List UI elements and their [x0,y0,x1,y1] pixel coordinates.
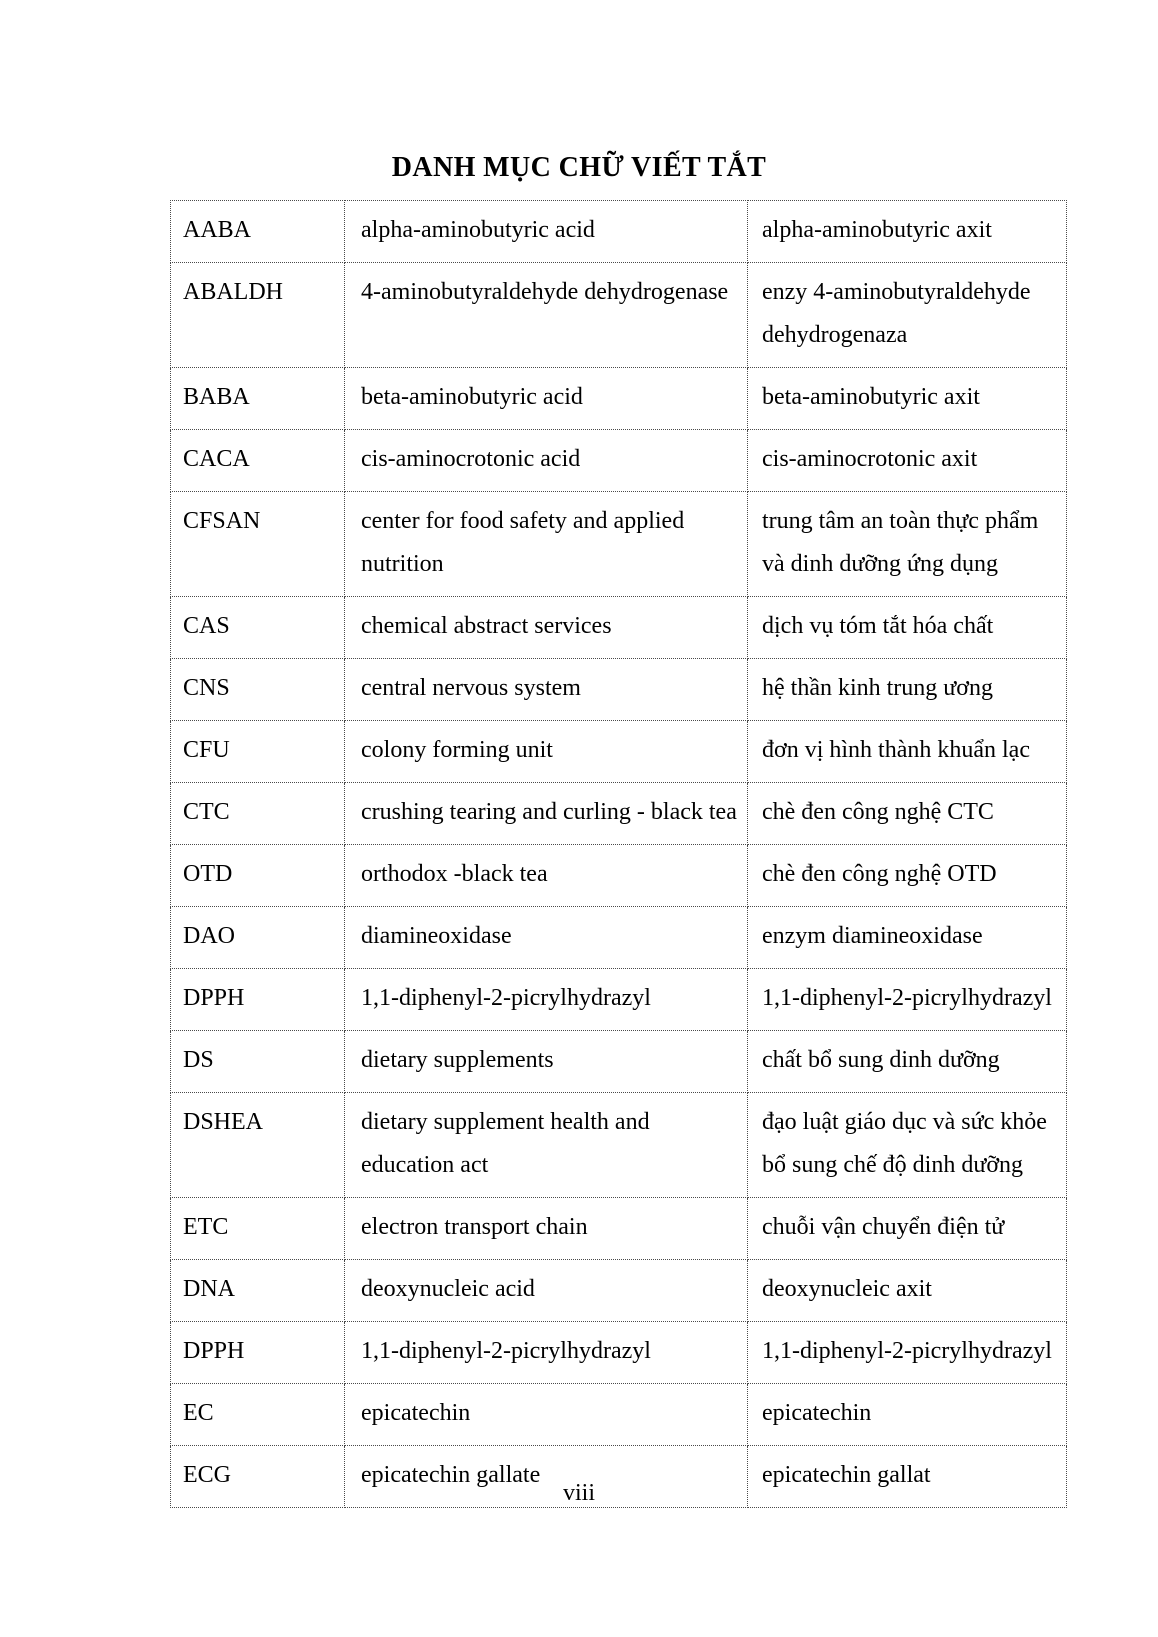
cell-english: center for food safety and applied nutrition [345,492,748,597]
cell-vietnamese: epicatechin gallat [748,1446,1067,1508]
cell-english: beta-aminobutyric acid [345,368,748,430]
cell-vietnamese: đạo luật giáo dục và sức khỏe bổ sung chế độ dinh dưỡng [748,1093,1067,1198]
table-row [171,368,1067,430]
table-row [171,1384,1067,1446]
cell-english: dietary supplements [345,1031,748,1093]
cell-abbreviation: CNS [171,659,345,721]
cell-abbreviation: CTC [171,783,345,845]
cell-abbreviation: ETC [171,1198,345,1260]
cell-abbreviation: CACA [171,430,345,492]
cell-english: colony forming unit [345,721,748,783]
cell-abbreviation: OTD [171,845,345,907]
cell-vietnamese: đơn vị hình thành khuẩn lạc [748,721,1067,783]
cell-vietnamese: chè đen công nghệ OTD [748,845,1067,907]
cell-abbreviation: DPPH [171,969,345,1031]
cell-abbreviation: DAO [171,907,345,969]
cell-vietnamese: enzy 4-aminobutyraldehyde dehydrogenaza [748,263,1067,368]
cell-english: alpha-aminobutyric acid [345,201,748,263]
cell-english: 1,1-diphenyl-2-picrylhydrazyl [345,969,748,1031]
cell-abbreviation: DSHEA [171,1093,345,1198]
cell-english: deoxynucleic acid [345,1260,748,1322]
table-row [171,907,1067,969]
cell-vietnamese: enzym diamineoxidase [748,907,1067,969]
table-row [171,1198,1067,1260]
cell-abbreviation: DNA [171,1260,345,1322]
cell-vietnamese: trung tâm an toàn thực phẩm và dinh dưỡng ứng dụng [748,492,1067,597]
cell-english: cis-aminocrotonic acid [345,430,748,492]
cell-abbreviation: CAS [171,597,345,659]
cell-english: 1,1-diphenyl-2-picrylhydrazyl [345,1322,748,1384]
cell-vietnamese: epicatechin [748,1384,1067,1446]
table-row [171,783,1067,845]
cell-vietnamese: chè đen công nghệ CTC [748,783,1067,845]
cell-english: orthodox -black tea [345,845,748,907]
cell-abbreviation: ABALDH [171,263,345,368]
cell-english: 4-aminobutyraldehyde dehydrogenase [345,263,748,368]
cell-abbreviation: BABA [171,368,345,430]
cell-abbreviation: CFSAN [171,492,345,597]
table-row [171,969,1067,1031]
table-row [171,1260,1067,1322]
cell-abbreviation: AABA [171,201,345,263]
table-row [171,1322,1067,1384]
table-row [171,430,1067,492]
cell-vietnamese: dịch vụ tóm tắt hóa chất [748,597,1067,659]
cell-abbreviation: CFU [171,721,345,783]
table-row [171,492,1067,597]
table-row [171,201,1067,263]
cell-english: epicatechin [345,1384,748,1446]
cell-abbreviation: DS [171,1031,345,1093]
cell-english: dietary supplement health and education act [345,1093,748,1198]
table-row [171,597,1067,659]
table-row [171,1093,1067,1198]
cell-vietnamese: chất bổ sung dinh dưỡng [748,1031,1067,1093]
cell-vietnamese: 1,1-diphenyl-2-picrylhydrazyl [748,969,1067,1031]
cell-english: diamineoxidase [345,907,748,969]
cell-abbreviation: EC [171,1384,345,1446]
cell-vietnamese: 1,1-diphenyl-2-picrylhydrazyl [748,1322,1067,1384]
page-number: viii [562,1480,595,1506]
cell-english: chemical abstract services [345,597,748,659]
abbreviations-table-body [171,201,1067,1508]
cell-vietnamese: beta-aminobutyric axit [748,368,1067,430]
table-row [171,845,1067,907]
cell-vietnamese: chuỗi vận chuyển điện tử [748,1198,1067,1260]
cell-abbreviation: ECG [171,1446,345,1508]
cell-vietnamese: hệ thần kinh trung ương [748,659,1067,721]
page-title: DANH MỤC CHỮ VIẾT TẮT [391,152,767,183]
table-row [171,721,1067,783]
cell-vietnamese: deoxynucleic axit [748,1260,1067,1322]
table-row [171,263,1067,368]
cell-vietnamese: alpha-aminobutyric axit [748,201,1067,263]
table-row [171,1031,1067,1093]
cell-english: crushing tearing and curling - black tea [345,783,748,845]
cell-english: epicatechin gallate [345,1446,748,1508]
abbreviations-table [170,200,1067,1508]
table-row [171,659,1067,721]
cell-english: electron transport chain [345,1198,748,1260]
cell-vietnamese: cis-aminocrotonic axit [748,430,1067,492]
cell-english: central nervous system [345,659,748,721]
cell-abbreviation: DPPH [171,1322,345,1384]
